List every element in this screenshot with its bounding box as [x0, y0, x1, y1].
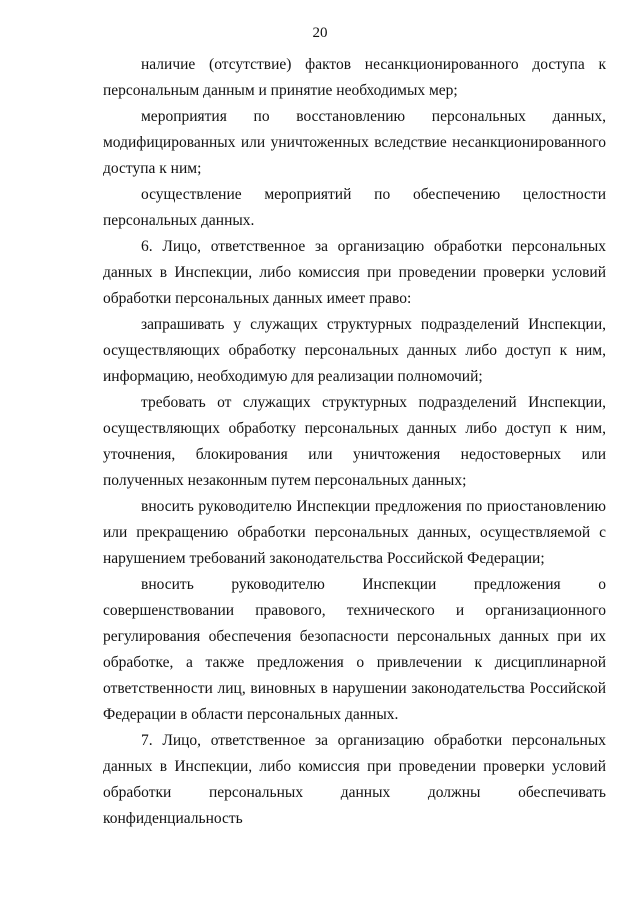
page-number: 20	[312, 25, 328, 41]
paragraph-improvement-proposals: вносить руководителю Инспекции предложения о совершенствовании правового, технического и организационного регулирования обеспечения безопасности персональных данных при их обработке, а также предложения о привлечении к дисциплинарной ответственности лиц, виновных в нарушении законодательства Российской Федерации в области персональных данных.	[103, 576, 606, 723]
paragraph-unauthorized-access: наличие (отсутствие) фактов несанкционированного доступа к персональным данным и принятие необходимых мер;	[103, 56, 606, 99]
paragraph-item-7: 7. Лицо, ответственное за организацию обработки персональных данных в Инспекции, либо комиссия при проведении проверки условий обработки персональных данных должны обеспечивать конфиденциальность	[103, 732, 606, 827]
document-body	[103, 52, 606, 832]
paragraph-item-6: 6. Лицо, ответственное за организацию обработки персональных данных в Инспекции, либо комиссия при проведении проверки условий обработки персональных данных имеет право:	[103, 238, 606, 307]
paragraph-request-information: запрашивать у служащих структурных подразделений Инспекции, осуществляющих обработку персональных данных либо доступ к ним, информацию, необходимую для реализации полномочий;	[103, 316, 606, 385]
paragraph-demand-clarification: требовать от служащих структурных подразделений Инспекции, осуществляющих обработку персональных данных либо доступ к ним, уточнения, блокирования или уничтожения недостоверных или полученных незаконным путем персональных данных;	[103, 394, 606, 489]
paragraph-data-integrity: осуществление мероприятий по обеспечению целостности персональных данных.	[103, 186, 606, 229]
paragraph-data-recovery: мероприятия по восстановлению персональных данных, модифицированных или уничтоженных вследствие несанкционированного доступа к ним;	[103, 108, 606, 177]
paragraph-suspension-proposals: вносить руководителю Инспекции предложения по приостановлению или прекращению обработки персональных данных, осуществляемой с нарушением требований законодательства Российской Федерации;	[103, 498, 606, 567]
